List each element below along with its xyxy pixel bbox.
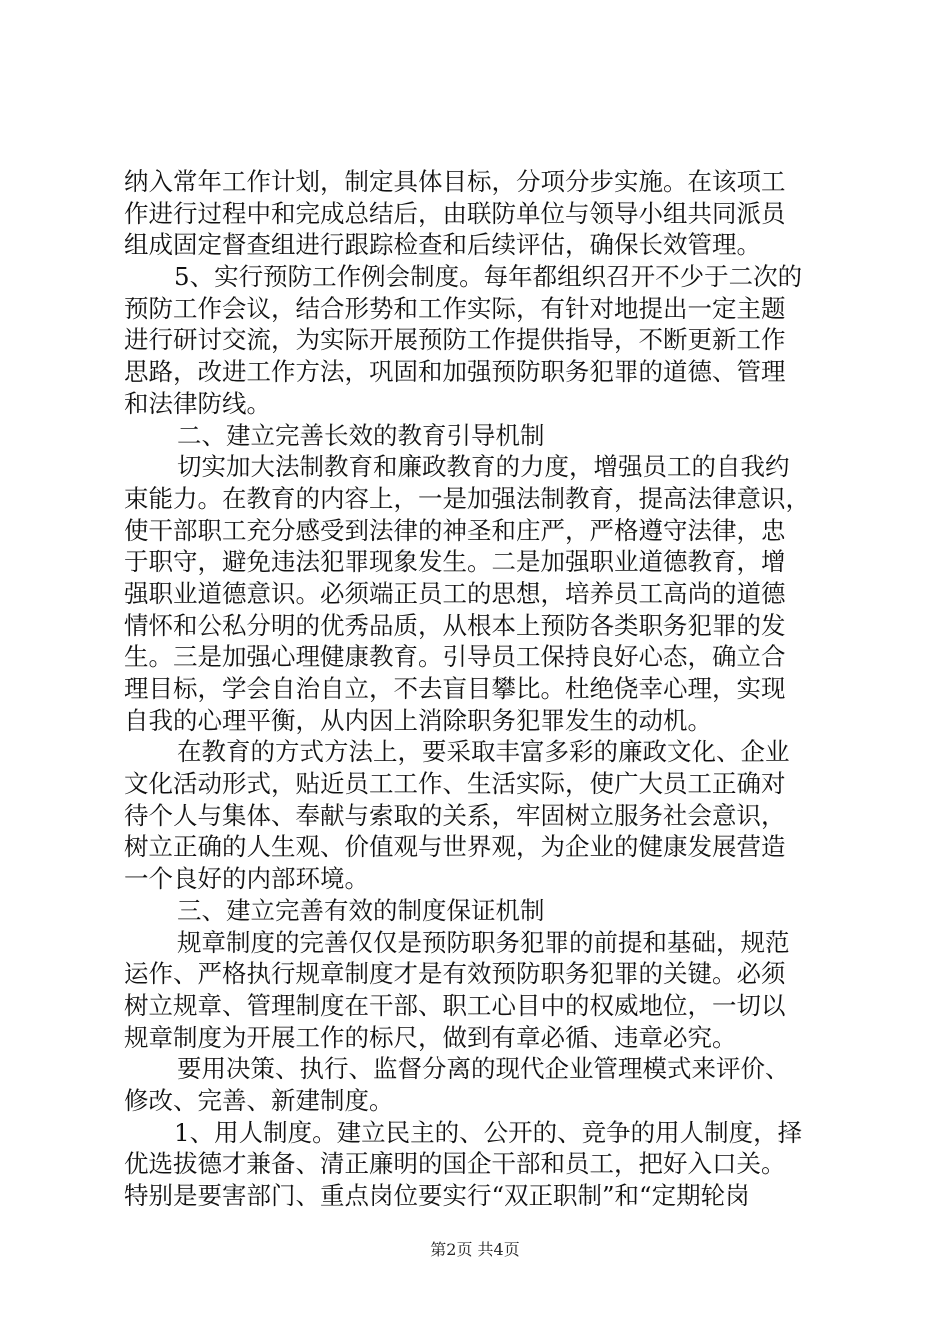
text-line: 进行研讨交流，为实际开展预防工作提供指导，不断更新工作 (124, 325, 786, 355)
text-line: 切实加大法制教育和廉政教育的力度，增强员工的自我约 (177, 452, 790, 482)
text-line: 修改、完善、新建制度。 (124, 1085, 394, 1115)
text-line: 运作、严格执行规章制度才是有效预防职务犯罪的关键。必须 (124, 959, 786, 989)
text-line: 思路，改进工作方法，巩固和加强预防职务犯罪的道德、管理 (124, 357, 786, 387)
text-line: 预防工作会议，结合形势和工作实际，有针对地提出一定主题 (124, 293, 786, 323)
text-line: 树立规章、管理制度在干部、职工心目中的权威地位，一切以 (124, 990, 786, 1020)
text-line: 于职守，避免违法犯罪现象发生。二是加强职业道德教育，增 (124, 547, 786, 577)
text-line: 1、用人制度。建立民主的、公开的、竞争的用人制度，择 (174, 1117, 803, 1147)
section-heading: 二、建立完善长效的教育引导机制 (177, 420, 545, 450)
text-line: 理目标，学会自治自立，不去盲目攀比。杜绝侥幸心理，实现 (124, 674, 786, 703)
text-line: 情怀和公私分明的优秀品质，从根本上预防各类职务犯罪的发 (124, 610, 786, 640)
text-line: 束能力。在教育的内容上，一是加强法制教育，提高法律意识， (124, 483, 810, 513)
text-line: 纳入常年工作计划，制定具体目标，分项分步实施。在该项工 (124, 167, 786, 196)
document-body (124, 166, 834, 1212)
text-line: 规章制度为开展工作的标尺，做到有章必循、违章必究。 (124, 1022, 737, 1052)
text-line: 在教育的方式方法上，要采取丰富多彩的廉政文化、企业 (177, 737, 790, 767)
text-line: 一个良好的内部环境。 (124, 864, 369, 894)
text-line: 生。三是加强心理健康教育。引导员工保持良好心态，确立合 (124, 642, 786, 672)
text-line: 优选拔德才兼备、清正廉明的国企干部和员工，把好入口关。 (124, 1149, 786, 1179)
text-line: 5、实行预防工作例会制度。每年都组织召开不少于二次的 (174, 262, 803, 292)
text-line: 特别是要害部门、重点岗位要实行“双正职制”和“定期轮岗 (124, 1181, 750, 1210)
page-number-footer: 第2页 共4页 (430, 1240, 520, 1259)
text-line: 自我的心理平衡，从内因上消除职务犯罪发生的动机。 (124, 705, 712, 735)
section-heading: 三、建立完善有效的制度保证机制 (177, 895, 545, 925)
text-line: 作进行过程中和完成总结后，由联防单位与领导小组共同派员 (124, 198, 786, 228)
text-line: 强职业道德意识。必须端正员工的思想，培养员工高尚的道德 (124, 578, 786, 608)
text-line: 文化活动形式，贴近员工工作、生活实际，使广大员工正确对 (124, 769, 786, 799)
text-line: 和法律防线。 (124, 388, 271, 418)
text-line: 要用决策、执行、监督分离的现代企业管理模式来评价、 (177, 1054, 790, 1084)
text-line: 待个人与集体、奉献与索取的关系，牢固树立服务社会意识， (124, 800, 786, 830)
text-line: 规章制度的完善仅仅是预防职务犯罪的前提和基础，规范 (177, 927, 790, 957)
text-line: 树立正确的人生观、价值观与世界观，为企业的健康发展营造 (124, 832, 786, 862)
text-line: 组成固定督查组进行跟踪检查和后续评估，确保长效管理。 (124, 230, 761, 260)
text-line: 使干部职工充分感受到法律的神圣和庄严，严格遵守法律，忠 (124, 515, 786, 545)
